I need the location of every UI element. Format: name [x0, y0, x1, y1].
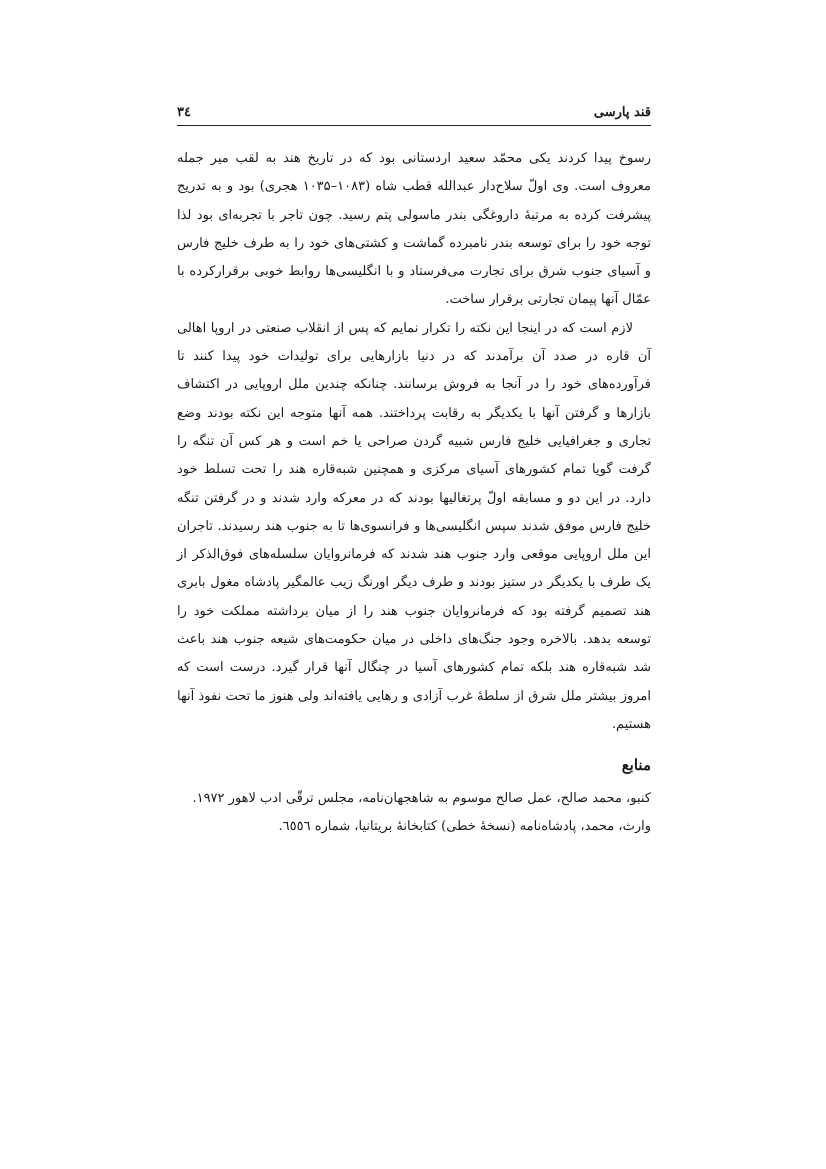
page-number: ۳٤ [177, 105, 191, 120]
reference-item: کنبو، محمد صالح، عمل صالح موسوم به شاهجهان‌نامه، مجلس ترقّی ادب لاهور ۱۹۷۲. [192, 791, 651, 807]
references-heading: منابع [621, 756, 651, 775]
running-header-title: قند پارسی [593, 105, 651, 120]
document-page [177, 100, 651, 841]
running-header [177, 100, 651, 126]
paragraph: لازم است که در اینجا این نکته را تکرار نمایم که پس از انقلاب صنعتی در اروپا اهالی آن قاره در صدد آن برآمدند که در دنیا بازارهایی برای تولیدات خود پیدا کنند تا فرآورده‌های خود را در آنجا به فروش برسانند. چنانکه چندین ملل اروپایی در اکتشاف بازارها و گرفتن آنها با یکدیگر به رقابت پرداختند. همه آنها متوجه این نکته بودند وضع تجاری و جغرافیایی خلیج فارس شبیه گردن صراحی یا خم است و هر کس آن تنگه را گرفت گویا تمام کشورهای آسیای مرکزی و همچنین شبه‌قاره هند را تحت تسلط خود دارد. در این دو و مسابقه اولّ پرتغالیها بودند که در معرکه وارد شدند و در گرفتن تنگه خلیج فارس موفق شدند سپس انگلیسی‌ها و فرانسوی‌ها تا به جنوب هند رسیدند. تاجران این ملل اروپایی موقعی وارد جنوب هند شدند که فرمانروایان سلسله‌های فوق‌الذکر از یک طرف با یکدیگر در ستیز بودند و طرف دیگر اورنگ زیب عالمگیر پادشاه مغول بابری هند تصمیم گرفته بود که فرمانروایان جنوب هند را از میان برداشته مملکت خود را توسعه بدهد. بالاخره وجود جنگ‌های داخلی در میان حکومت‌های شیعه جنوب هند باعث شد شبه‌قاره هند بلکه تمام کشورهای آسیا در چنگال آنها قرار گیرد. درست است که امروز بیشتر ملل شرق از سلطهٔ غرب آزادی و رهایی یافته‌اند ولی هنوز ما تحت نفوذ آنها هستیم. [177, 320, 651, 732]
body-text [177, 145, 651, 739]
paragraph: رسوخ پیدا کردند یکی محمّد سعید اردستانی بود که در تاریخ هند به لقب میر جمله معروف است. وی اولّ سلاح‌دار عبدالله قطب شاه (۱۰۸۳–۱۰۳۵ هجری) بود و به تدریج پیشرفت کرده به مرتبهٔ داروغگی بندر ماسولی پتم رسید. چون تاجر با تجربه‌ای بود لذا توجه خود را برای توسعه بندر نامبرده گماشت و کشتی‌های خود را به طرف خلیج فارس و آسیای جنوب شرق برای تجارت می‌فرستاد و با انگلیسی‌ها روابط خوبی برقرارکرده با عمّال آنها پیمان تجارتی برقرار ساخت. [177, 151, 652, 308]
references-list [177, 785, 651, 841]
reference-item: وارث، محمد، پادشاه‌نامه (نسخهٔ خطی) کتابخانهٔ بریتانیا، شماره ٦٥٥٦. [278, 819, 651, 835]
